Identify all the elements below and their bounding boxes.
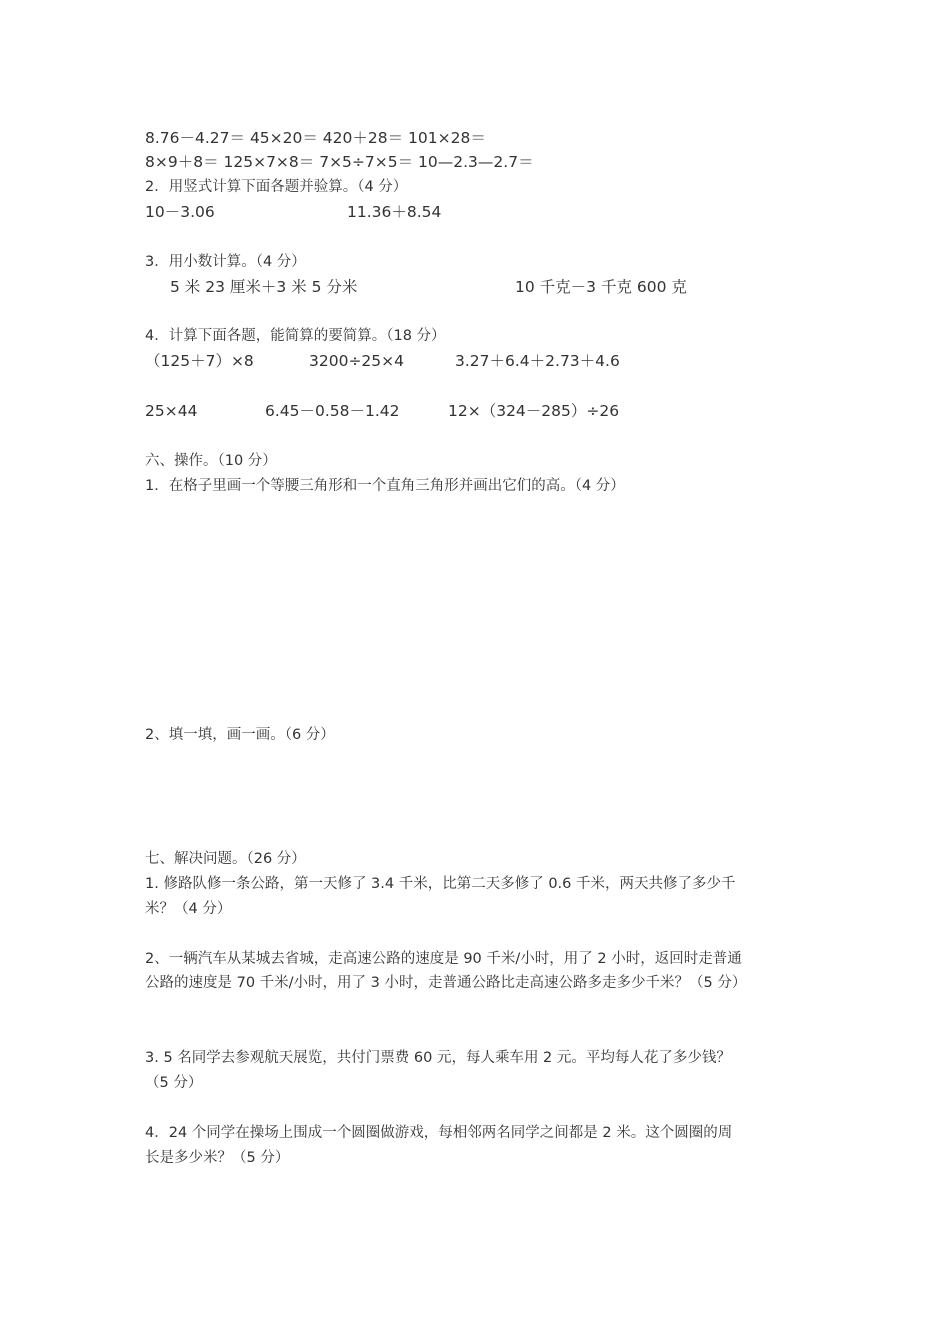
calc-row-1: 8.76－4.27＝ 45×20＝ 420＋28＝ 101×28＝ xyxy=(145,129,486,147)
section7-q3-line2: （5 分） xyxy=(145,1075,203,1091)
section6-title: 六、操作。（10 分） xyxy=(145,453,277,469)
q3-item-1: 5 米 23 厘米＋3 米 5 分米 xyxy=(170,278,358,296)
section7-q1-line1: 1. 修路队修一条公路，第一天修了 3.4 千米，比第二天多修了 0.6 千米，两天共修了多少千 xyxy=(145,876,736,892)
section7-title: 七、解决问题。（26 分） xyxy=(145,851,306,867)
q4-row2-item-1: 25×44 xyxy=(145,402,198,420)
q4-row1-item-2: 3200÷25×4 xyxy=(309,352,405,370)
q3-title: 3．用小数计算。（4 分） xyxy=(145,254,306,270)
section7-q4-line1: 4．24 个同学在操场上围成一个圆圈做游戏，每相邻两名同学之间都是 2 米。这个圆圈的周 xyxy=(145,1125,733,1141)
section7-q4-line2: 长是多少米？（5 分） xyxy=(145,1150,290,1166)
q2-item-2: 11.36＋8.54 xyxy=(347,203,442,221)
section7-q1-line2: 米？（4 分） xyxy=(145,901,232,917)
q4-row2-item-3: 12×（324－285）÷26 xyxy=(448,402,620,420)
q4-row2-item-2: 6.45－0.58－1.42 xyxy=(265,402,400,420)
q4-row1-item-3: 3.27＋6.4＋2.73＋4.6 xyxy=(455,352,620,370)
section7-q2-line2: 公路的速度是 70 千米/小时，用了 3 小时，走普通公路比走高速公路多走多少千米？（5 分） xyxy=(145,975,747,991)
q2-item-1: 10－3.06 xyxy=(145,203,215,221)
section7-q3-line1: 3. 5 名同学去参观航天展览，共付门票费 60 元，每人乘车用 2 元。平均每人花了多少钱？ xyxy=(145,1050,731,1066)
q4-title: 4．计算下面各题，能简算的要简算。（18 分） xyxy=(145,328,446,344)
section6-q1: 1．在格子里画一个等腰三角形和一个直角三角形并画出它们的高。（4 分） xyxy=(145,478,625,494)
q2-title: 2．用竖式计算下面各题并验算。（4 分） xyxy=(145,179,408,195)
q3-item-2: 10 千克－3 千克 600 克 xyxy=(515,278,687,296)
section6-q2: 2、填一填，画一画。（6 分） xyxy=(145,727,335,743)
q4-row1-item-1: （125＋7）×8 xyxy=(145,352,254,370)
calc-row-2: 8×9＋8＝ 125×7×8＝ 7×5÷7×5＝ 10—2.3—2.7＝ xyxy=(145,153,534,171)
section7-q2-line1: 2、一辆汽车从某城去省城，走高速公路的速度是 90 千米/小时，用了 2 小时，返回时走普通 xyxy=(145,951,742,967)
